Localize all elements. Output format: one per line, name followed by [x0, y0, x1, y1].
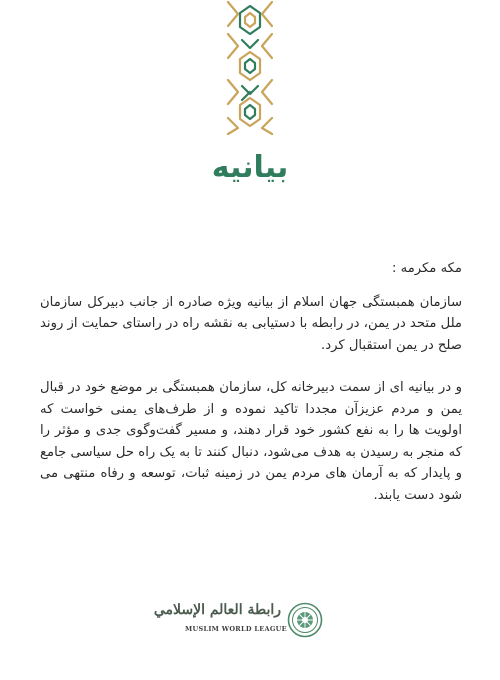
paragraph-2: و در بیانیه ای از سمت دبیرخانه کل، سازمان همبستگی بر موضع خود در قبال یمن و مردم عزیزآن مجددا تاکید نموده و از طرف‌های یمنی خواست که اولویت ها را به نفع کشور خود قرار دهند، و مسیر گفت‌وگوی جدی و مؤثر را که منجر به رسیدن به هدف می‌شود، دنبال کنند تا به یک راه حل سیاسی جامع و پایدار که به آرمان های مردم یمن در زمینه ثبات، توسعه و رفاه منتهی می شود دست یابند.: [40, 380, 462, 503]
muslim-world-league-logo: [153, 598, 323, 644]
decorative-ornament: [220, 0, 280, 135]
statement-body: [40, 258, 462, 506]
page-title: بيانيه: [211, 150, 289, 185]
emblem-icon: [287, 602, 323, 638]
salutation: مکه مکرمه :: [391, 261, 462, 276]
logo-english-text: MUSLIM WORLD LEAGUE: [185, 625, 287, 633]
logo-arabic-text: رابطة العالم الإسلامي: [153, 602, 281, 618]
paragraph-1: سازمان همبستگی جهان اسلام از بیانیه ویژه صادره از جانب دبیرکل سازمان ملل متحد در یمن، در رابطه با دستیابی به نقشه راه در راستای حمایت از روند صلح در یمن استقبال کرد.: [40, 294, 462, 353]
